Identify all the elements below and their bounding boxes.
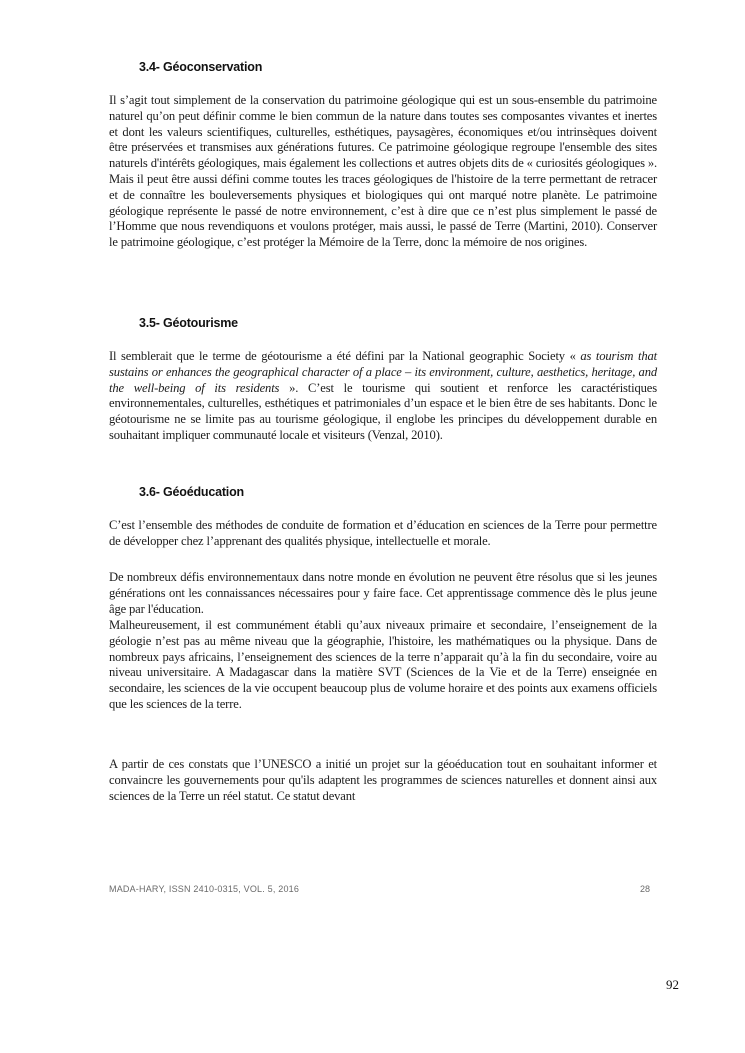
section-heading-geoeducation: 3.6- Géoéducation: [139, 485, 244, 499]
journal-footer: MADA-HARY, ISSN 2410-0315, VOL. 5, 2016: [109, 884, 300, 894]
paragraph-geoeducation-teaching: Malheureusement, il est communément établi qu’aux niveaux primaire et secondaire, l’enseignement de la géologie n’est pas au même niveau que la géographie, l'histoire, les mathématiques ou la physique. Dans de nombreux pays africains, l’enseignement des sciences de la terre n’apparait qu’à la fin du secondaire, voire au niveau universitaire. A Madagascar dans la matière SVT (Sciences de la Vie et de la Terre) enseignée en secondaire, les sciences de la vie occupent beaucoup plus de volume horaire et des points aux examens officiels que les sciences de la terre.: [109, 618, 657, 711]
journal-page-number: 28: [640, 884, 651, 894]
geotourisme-quote: as tourism that sustains or enhances the geographical character of a place – its environment, culture, aesthetics, heritage, and the well-being of its residents: [109, 349, 657, 395]
geotourisme-outro: ». C’est le tourisme qui soutient et renforce les caractéristiques environnementales, culturelles, esthétiques et patrimoniales d’un espace et le bien être de ses habitants. Donc le géotourisme ne se limite pas au tourisme géologique, il englobe les principes du développement durable en souhaitant impliquer communauté locale et visiteurs (Venzal, 2010).: [109, 380, 657, 442]
paragraph-geoeducation-unesco: A partir de ces constats que l’UNESCO a initié un projet sur la géoéducation tout en souhaitant informer et convaincre les gouvernements pour qu'ils adaptent les programmes de sciences naturelles et donnent ainsi aux sciences de la Terre un réel statut. Ce statut devant: [109, 757, 657, 803]
page-number: 92: [666, 977, 679, 992]
paragraph-geoconservation: Il s’agit tout simplement de la conservation du patrimoine géologique qui est un sous-ensemble du patrimoine naturel qu’on peut définir comme le bien commun de la nature dans toutes ses composantes vivantes et inertes et dont les valeurs scientifiques, culturelles, esthétiques, paysagères, économiques et/ou intrinsèques doivent être préservées et transmises aux générations futures. Ce patrimoine géologique regroupe l'ensemble des sites naturels d'intérêts géologiques, mais également les collections et autres objets dits de « curiosités géologiques ». Mais il peut être aussi défini comme toutes les traces géologiques de l'histoire de la terre permettant de retracer et de connaître les bouleversements physiques et biologiques qui ont marqué notre planète. Le patrimoine géologique représente le passé de notre environnement, c’est à dire que ce n’est plus simplement le passé de l’Homme que nous revendiquons et voulons protéger, mais aussi, le passé de Terre (Martini, 2010). Conserver le patrimoine géologique, c’est protéger la Mémoire de la Terre, donc la mémoire de nos origines.: [109, 93, 657, 250]
paragraph-geoeducation-definition: C’est l’ensemble des méthodes de conduite de formation et d’éducation en sciences de la Terre pour permettre de développer chez l’apprenant des qualités physique, intellectuelle et morale.: [109, 518, 657, 548]
section-heading-geotourisme: 3.5- Géotourisme: [139, 316, 238, 330]
paragraph-geoeducation-challenges: De nombreux défis environnementaux dans notre monde en évolution ne peuvent être résolus que si les jeunes générations ont les connaissances nécessaires pour y faire face. Cet apprentissage commence dès le plus jeune âge par l'éducation.: [109, 570, 657, 616]
paragraph-geotourisme: [109, 349, 657, 444]
geotourisme-intro: Il semblerait que le terme de géotourisme a été défini par la National geographic Society «: [109, 349, 581, 363]
section-heading-geoconservation: 3.4- Géoconservation: [139, 60, 263, 74]
